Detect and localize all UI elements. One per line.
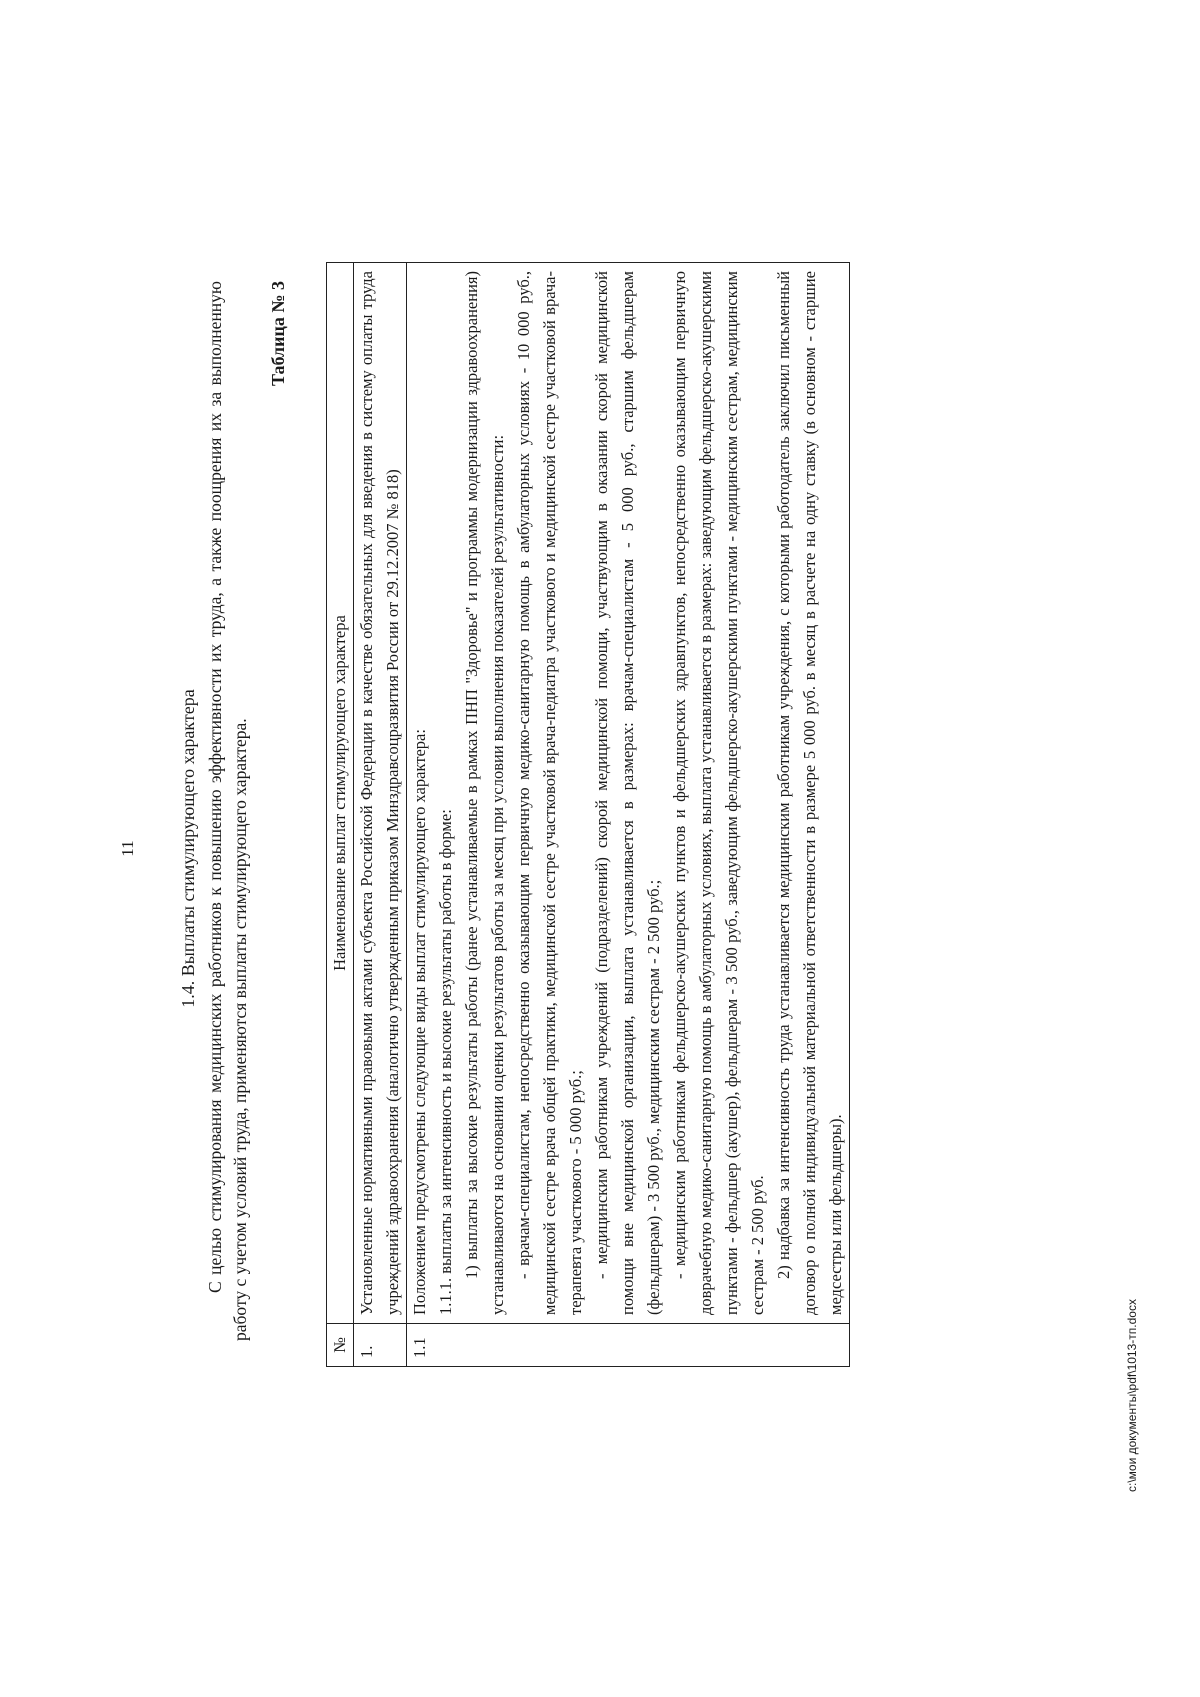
section-heading: 1.4. Выплаты стимулирующего характера	[178, 689, 198, 1008]
row-paragraph: - врачам-специалистам, непосредственно оказывающим первичную медико-санитарную помощь в амбулаторных условиях - 10 000 руб., медицинской сестре врача общей практики, медицинской сестре участковой врача-педиатра участкового и медицинской сестре участковой врача-терапевта участкового - 5 000 руб.;	[514, 271, 585, 1315]
row-paragraph: 2) надбавка за интенсивность труда устанавливается медицинским работникам учреждения, с которыми работодатель заключил письменный договор о полной индивидуальной материальной ответственности в размере 5 000 руб. в месяц в расчете на одну ставку (в основном - старшие медсестры или фельдшеры).	[774, 271, 845, 1315]
row-number: 1.	[354, 1324, 407, 1367]
header-name: Наименование выплат стимулирующего характера	[327, 263, 354, 1324]
row-description	[407, 263, 850, 1324]
row-paragraph: - медицинским работникам учреждений (подразделений) скорой медицинской помощи, участвующим в оказании скорой медицинской помощи вне медицинской организации, выплата устанавливается в размерах: врачам-специалистам - 5 000 руб., старшим фельдшерам (фельдшерам) - 3 500 руб., медицинским сестрам - 2 500 руб.;	[592, 271, 663, 1315]
header-number: №	[327, 1324, 354, 1367]
row-paragraph: 1) выплаты за высокие результаты работы (ранее устанавливаемые в рамках ПНП "Здоровье" и программы модернизации здравоохранения) устанавливаются на основании оценки результатов работы за месяц при условии выполнения показателей результативности:	[462, 271, 507, 1315]
table-row	[354, 263, 407, 1367]
footer-file-path: c:\мои документы\pdf\1013-тп.docx	[1125, 1299, 1139, 1492]
table-header-row	[327, 263, 354, 1367]
row-paragraph: Установленные нормативными правовыми актами субъекта Российской Федерации в качестве обязательных для введения в систему оплаты труда учреждений здравоохранения (аналогично утвержденным приказом Минздравсоцразвития России от 29.12.2007 № 818)	[357, 271, 402, 1315]
stimulating-payments-table	[326, 262, 850, 1367]
row-paragraph: 1.1.1. выплаты за интенсивность и высокие результаты работы в форме:	[436, 809, 455, 1315]
row-description	[354, 263, 407, 1324]
row-number: 1.1	[407, 1324, 850, 1367]
table-row	[407, 263, 850, 1367]
intro-paragraph: С целью стимулирования медицинских работников к повышению эффективности их труда, а также поощрения их за выполненную работу с учетом условий труда, применяются выплаты стимулирующего характера.	[205, 281, 250, 1341]
row-paragraph: Положением предусмотрены следующие виды выплат стимулирующего характера:	[410, 729, 429, 1315]
row-paragraph: - медицинским работникам фельдшерско-акушерских пунктов и фельдшерских здравпунктов, непосредственно оказывающим первичную доврачебную медико-санитарную помощь в амбулаторных условиях, выплата устанавливается в размерах: заведующим фельдшерско-акушерскими пунктами - фельдшер (акушер), фельдшерам - 3 500 руб., заведующим фельдшерско-акушерскими пунктами - медицинским сестрам, медицинским сестрам - 2 500 руб.	[670, 271, 767, 1315]
page-number: 11	[118, 840, 137, 857]
table-caption: Таблица № 3	[268, 281, 288, 387]
